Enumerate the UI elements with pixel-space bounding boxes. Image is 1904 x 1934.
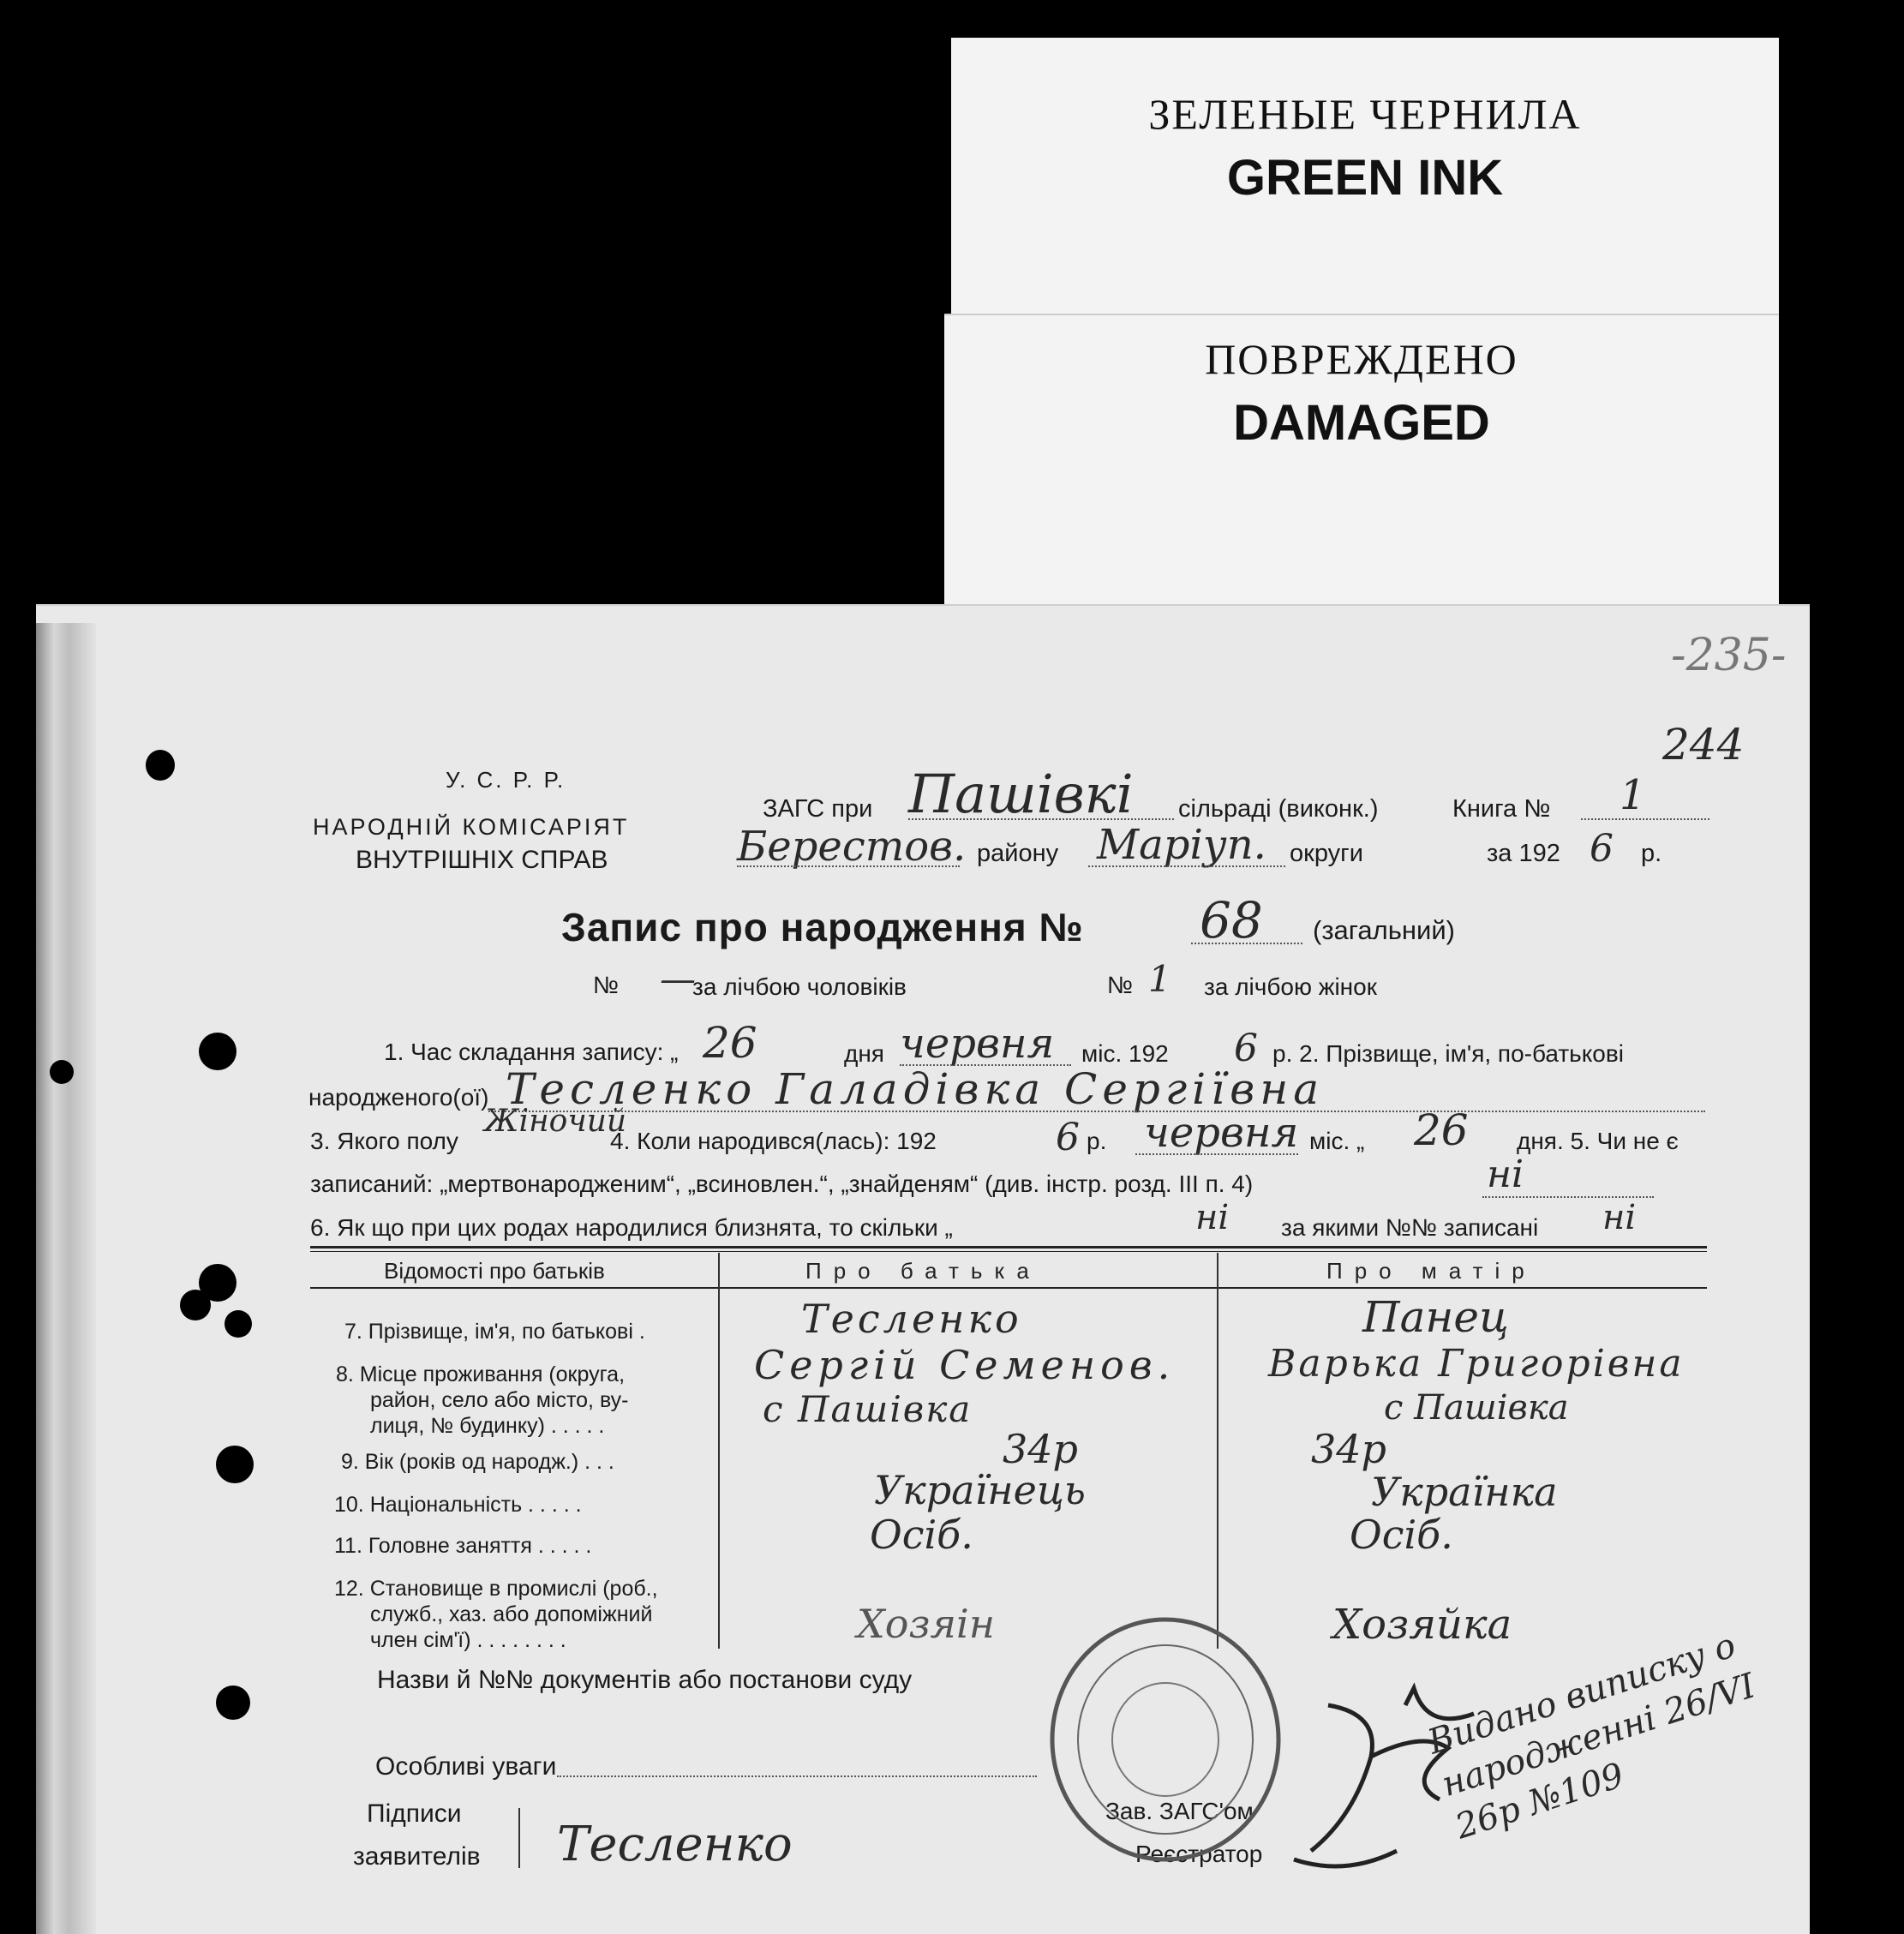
hw-sex: Жіночий [484, 1104, 627, 1139]
hw-birth-year: 6 [1056, 1116, 1080, 1159]
hw-child-name: Тесленко Галадівка Сергіївна [506, 1064, 1325, 1114]
col-mother-header: Про матір [1326, 1258, 1536, 1284]
ministry-line-1: НАРОДНІЙ КОМІСАРІЯТ [313, 814, 630, 840]
signatures-label-2: заявителів [353, 1842, 481, 1871]
field-6-a: 6. Як що при цих родах народилися близнята, то скільки „ [310, 1214, 953, 1241]
hw-year-digit: 6 [1590, 827, 1614, 871]
hw-not-recorded: ні [1487, 1153, 1524, 1196]
field-2-label: народженого(ої) [308, 1084, 489, 1111]
table-top-rule-2 [310, 1251, 1707, 1252]
women-count-prefix: № [1107, 972, 1134, 998]
men-count-prefix: № [593, 972, 620, 998]
hw-father-status: Хозяін [857, 1601, 995, 1647]
notes-label: Особливі уваги [375, 1752, 557, 1781]
hw-father-nat: Українець [874, 1467, 1086, 1513]
record-no-line [1191, 943, 1302, 944]
hw-mother-nat: Українка [1371, 1469, 1558, 1515]
hw-mother-name: Варька Григорівна [1268, 1342, 1685, 1386]
hw-mother-status: Хозяйка [1332, 1601, 1512, 1649]
hw-issued-note: Видано виписку о народженні 26/VI 26р №109 [1422, 1626, 1761, 1847]
r-label: р. [1641, 840, 1662, 867]
signature-brace [518, 1808, 520, 1868]
hw-day: 26 [703, 1018, 757, 1068]
hw-birth-month: червня [1144, 1109, 1299, 1157]
field-3-c: р. [1087, 1128, 1107, 1154]
hw-father-job: Осіб. [870, 1512, 973, 1558]
birth-month-line [1135, 1153, 1298, 1155]
zags-pri-label: ЗАГС при [763, 795, 873, 823]
documents-label: Назви й №№ документів або постанови суду [377, 1666, 913, 1694]
row-8-label-3: лиця, № будинку) . . . . . [370, 1414, 605, 1438]
ministry-line-2: ВНУТРІШНІХ СПРАВ [356, 846, 608, 874]
registrar-label: Реєстратор [1135, 1841, 1263, 1867]
okrug-line [1088, 865, 1285, 867]
men-count-label: за лічбою чоловіків [692, 973, 907, 1000]
hw-women-no: 1 [1148, 958, 1171, 1000]
hw-zags-village: Пашівкі [908, 763, 1134, 825]
signatures-label-1: Підписи [367, 1799, 462, 1828]
hw-mother-job: Осіб. [1350, 1512, 1453, 1558]
field-5-line: записаний: „мертвонародженим“, „всиновлен.“, „знайденям“ (див. інстр. розд. III п. 4) [310, 1171, 1254, 1197]
record-title: Запис про народження № [561, 905, 1084, 949]
field-6-b: за якими №№ записані [1281, 1214, 1539, 1241]
hw-year2: 6 [1234, 1027, 1258, 1070]
hw-father-name: Сергій Семенов. [754, 1342, 1176, 1388]
row-11-label: 11. Головне заняття . . . . . [334, 1534, 592, 1558]
col-info-header: Відомості про батьків [384, 1258, 605, 1284]
table-top-rule [310, 1246, 1707, 1248]
row-9-label: 9. Вік (років од народж.) . . . [341, 1450, 614, 1474]
punch-hole [225, 1310, 252, 1338]
damaged-label-card [944, 315, 1779, 619]
damaged-ru: ПОВРЕЖДЕНО [1205, 335, 1518, 383]
za-192-label: за 192 [1487, 840, 1560, 867]
okrugy-label: округи [1290, 840, 1363, 867]
punch-hole [146, 750, 175, 781]
hw-mother-age: 34р [1311, 1426, 1386, 1472]
hw-record-no: 68 [1200, 891, 1263, 949]
hw-mother-place: с Пашівка [1384, 1388, 1569, 1428]
col-father-header: Про батька [805, 1258, 1041, 1284]
hw-month: червня [900, 1020, 1055, 1068]
punch-hole [199, 1033, 237, 1070]
field-1-d: р. 2. Прізвище, ім'я, по-батькові [1272, 1040, 1624, 1067]
notes-line [557, 1775, 1037, 1777]
hw-birth-day: 26 [1414, 1105, 1469, 1155]
hw-father-place: с Пашівка [763, 1388, 973, 1430]
field-1-c: міс. 192 [1081, 1040, 1169, 1067]
table-divider-1 [718, 1253, 720, 1649]
field-3-a: 3. Якого полу [310, 1128, 458, 1154]
rayon-line [737, 865, 960, 867]
punch-hole [216, 1446, 254, 1483]
binding-edge [36, 623, 96, 1934]
hw-men-no: — [660, 958, 696, 1000]
row-10-label: 10. Національність . . . . . [334, 1493, 582, 1517]
hw-twins: ні [1195, 1198, 1230, 1237]
row-12-label-2: служб., хаз. або допоміжний [370, 1602, 653, 1626]
punch-hole [50, 1060, 74, 1084]
punch-hole [180, 1290, 211, 1320]
green-ink-ru: ЗЕЛЕНЫЕ ЧЕРНИЛА [1148, 90, 1582, 138]
zav-zags-label: Зав. ЗАГС'ом [1105, 1798, 1254, 1824]
women-count-label: за лічбою жінок [1204, 973, 1377, 1000]
hw-twins-nos: ні [1602, 1198, 1637, 1237]
row-8-label-1: 8. Місце проживання (округа, [336, 1362, 626, 1386]
field-1-a: 1. Час складання запису: „ [384, 1039, 679, 1065]
child-name-line [488, 1111, 1705, 1112]
hw-father-age: 34р [1003, 1426, 1078, 1472]
hw-page-num: 244 [1662, 720, 1745, 769]
green-ink-en: GREEN INK [1226, 150, 1504, 206]
hw-father-surname: Тесленко [801, 1296, 1022, 1342]
silradi-label: сільраді (виконк.) [1178, 795, 1379, 823]
row-8-label-2: район, село або місто, ву- [370, 1388, 629, 1412]
hw-okrug: Маріуп. [1097, 821, 1266, 869]
hw-rayon: Берестов. [737, 823, 967, 871]
hw-signature-applicant: Тесленко [557, 1817, 793, 1872]
hw-page-top: -235- [1671, 630, 1787, 681]
row-12-label-3: член сім'ї) . . . . . . . . [370, 1628, 566, 1652]
book-label: Книга № [1452, 795, 1551, 823]
field-3-b: 4. Коли народився(лась): 192 [610, 1128, 937, 1154]
general-label: (загальний) [1313, 915, 1455, 945]
field-3-e: дня. 5. Чи не є [1517, 1128, 1679, 1154]
hw-book-no: 1 [1620, 771, 1646, 819]
damaged-en: DAMAGED [1233, 395, 1490, 451]
hw-mother-surname: Панец [1362, 1292, 1509, 1342]
field-3-d: міс. „ [1309, 1128, 1365, 1154]
ussr-label: У. С. Р. Р. [446, 767, 566, 793]
row-7-label: 7. Прізвище, ім'я, по батькові . [344, 1320, 645, 1344]
rayonu-label: району [977, 840, 1059, 867]
table-head-rule [310, 1287, 1707, 1289]
table-divider-2 [1217, 1253, 1218, 1649]
row-12-label-1: 12. Становище в промислі (роб., [334, 1577, 658, 1601]
official-stamp [1041, 1611, 1290, 1868]
punch-hole [216, 1686, 250, 1720]
field-1-b: дня [844, 1040, 884, 1067]
